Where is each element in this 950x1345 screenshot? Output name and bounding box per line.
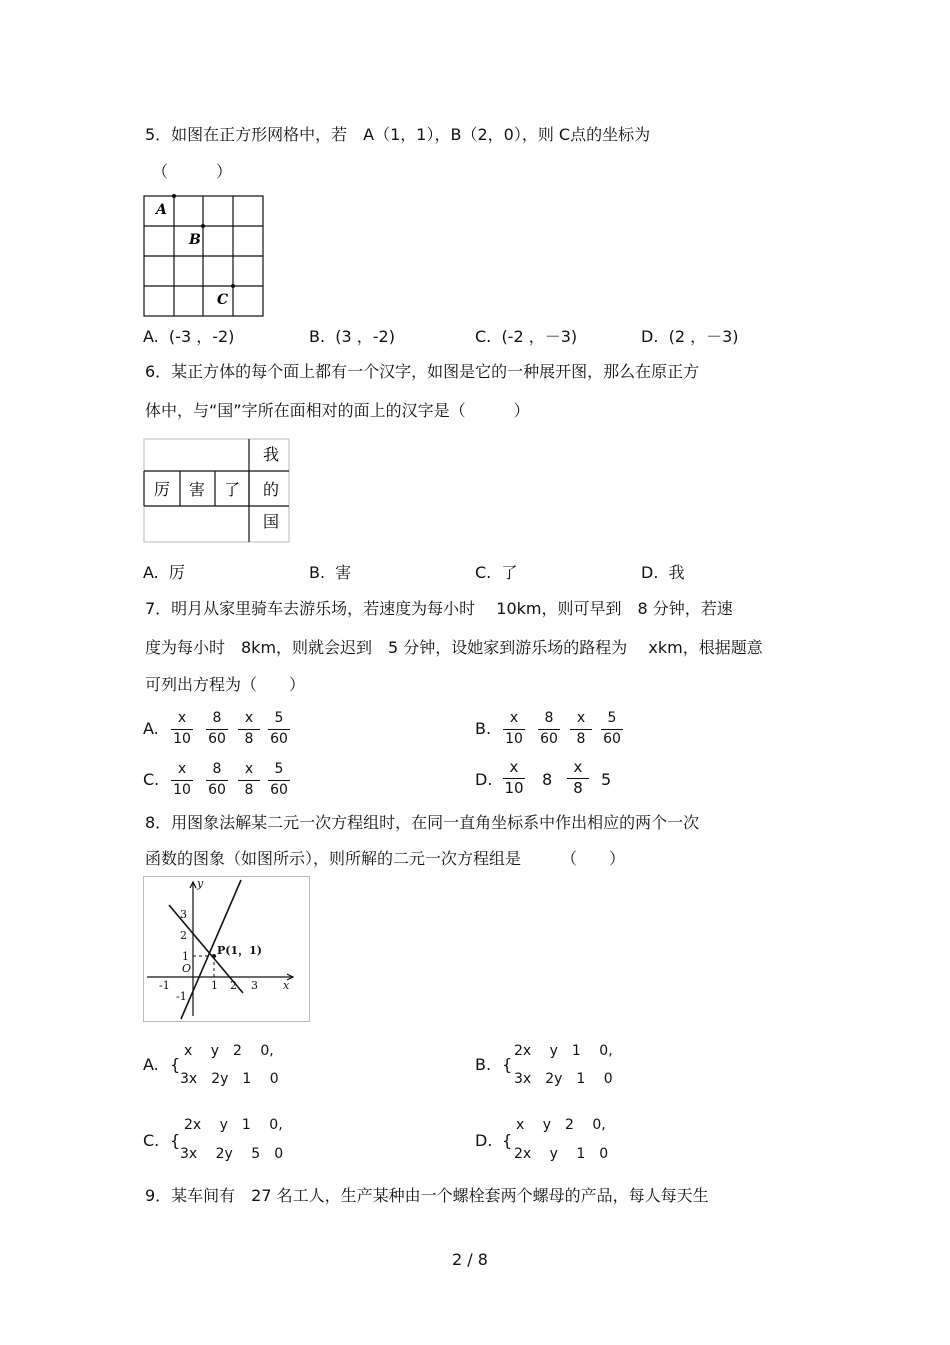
x-tick-2: 2	[230, 979, 237, 992]
q8-d-brace: {	[502, 1131, 513, 1150]
q6-option-c[interactable]: C. 了	[475, 563, 518, 582]
q7-stem-line1: 7．明月从家里骑车去游乐场，若速度为每小时 10km，则可早到 8 分钟，若速	[145, 599, 733, 618]
q8-stem-line2: 函数的图象（如图所示），则所解的二元一次方程组是 （ ）	[145, 849, 626, 868]
q7-option-c-letter[interactable]: C.	[143, 770, 160, 789]
q7-b-frac1: x 10	[503, 711, 525, 747]
q7-a-frac1: x 10	[171, 711, 193, 747]
q5-option-b[interactable]: B. (3 ，-2)	[309, 327, 395, 346]
net-cell-3: 了	[223, 480, 241, 499]
y-axis-label: y	[197, 877, 204, 890]
q8-a-brace: {	[170, 1055, 181, 1074]
q7-b-frac2: 8 60	[538, 711, 560, 747]
net-cell-4: 我	[262, 445, 280, 464]
q6-option-b[interactable]: B. 害	[309, 563, 352, 582]
q8-c-line1: 2x y 1 0,	[184, 1117, 283, 1133]
q8-option-c-letter[interactable]: C.	[143, 1131, 160, 1150]
net-cell-5: 的	[262, 480, 280, 499]
q5-grid-figure	[143, 194, 265, 318]
grid-label-c: C	[217, 292, 229, 308]
q7-stem-line2: 度为每小时 8km，则就会迟到 5 分钟，设她家到游乐场的路程为 xkm，根据题意	[145, 638, 763, 657]
net-cell-1: 厉	[153, 480, 171, 499]
point-p-dot	[212, 954, 216, 958]
x-tick--1: -1	[159, 979, 170, 992]
q8-c-line2: 3x 2y 5 0	[180, 1146, 284, 1162]
q8-b-line2: 3x 2y 1 0	[514, 1071, 613, 1087]
q7-option-d-letter[interactable]: D.	[475, 770, 493, 789]
net-cell-6: 国	[262, 512, 280, 531]
y-tick-3: 3	[180, 908, 187, 921]
net-cell-2: 害	[188, 480, 206, 499]
q6-option-d[interactable]: D. 我	[641, 563, 685, 582]
q8-b-line1: 2x y 1 0,	[514, 1043, 613, 1059]
point-c-dot	[231, 284, 235, 288]
q6-option-a[interactable]: A. 厉	[143, 563, 185, 582]
q7-a-frac2: 8 60	[206, 711, 228, 747]
q5-option-d[interactable]: D. (2 ，－3)	[641, 327, 739, 346]
q7-d-end: 5	[601, 770, 612, 789]
q9-stem-line1: 9．某车间有 27 名工人，生产某种由一个螺栓套两个螺母的产品，每人每天生	[145, 1186, 709, 1205]
q7-c-frac1: x 10	[171, 762, 193, 798]
q8-d-line1: x y 2 0,	[516, 1117, 606, 1133]
x-tick-3: 3	[251, 979, 258, 992]
q8-option-a-letter[interactable]: A.	[143, 1055, 159, 1074]
q7-option-b-letter[interactable]: B.	[475, 719, 492, 738]
grid-label-a: A	[156, 202, 167, 218]
y-tick--1: -1	[176, 990, 187, 1003]
q7-c-frac2: 8 60	[206, 762, 228, 798]
q5-stem: 5．如图在正方形网格中，若 A（1，1），B（2，0），则 C点的坐标为	[145, 125, 651, 144]
q7-a-frac4: 5 60	[268, 711, 290, 747]
q8-option-b-letter[interactable]: B.	[475, 1055, 492, 1074]
q6-stem-line2: 体中，与“国”字所在面相对的面上的汉字是（ ）	[145, 401, 530, 420]
q8-a-line2: 3x 2y 1 0	[180, 1071, 279, 1087]
q6-cube-net-figure	[143, 438, 291, 544]
point-b-dot	[201, 224, 205, 228]
q8-c-brace: {	[170, 1131, 181, 1150]
q7-stem-line3: 可列出方程为（ ）	[145, 675, 306, 694]
q8-stem-line1: 8．用图象法解某二元一次方程组时，在同一直角坐标系中作出相应的两个一次	[145, 813, 700, 832]
q7-b-frac3: x 8	[570, 711, 592, 747]
q5-paren: （ ）	[152, 162, 233, 181]
x-axis-label: x	[283, 979, 290, 992]
q7-d-mid: 8	[542, 770, 553, 789]
q5-option-a[interactable]: A. (-3 ，-2)	[143, 327, 235, 346]
q8-d-line2: 2x y 1 0	[514, 1146, 609, 1162]
origin-label: O	[182, 962, 192, 975]
q7-option-a-letter[interactable]: A.	[143, 719, 159, 738]
q7-b-frac4: 5 60	[601, 711, 623, 747]
y-tick-1: 1	[182, 950, 189, 963]
q7-a-frac3: x 8	[238, 711, 260, 747]
q5-option-c[interactable]: C. (-2 ，－3)	[475, 327, 578, 346]
q7-d-frac1: x 10	[504, 758, 524, 797]
q8-b-brace: {	[502, 1055, 513, 1074]
x-tick-1: 1	[211, 979, 218, 992]
q8-graph-figure	[143, 876, 311, 1023]
point-a-dot	[172, 194, 176, 198]
grid-label-b: B	[189, 232, 201, 248]
q7-d-frac2: x 8	[567, 760, 589, 796]
q7-c-frac4: 5 60	[268, 762, 290, 798]
q6-stem-line1: 6．某正方体的每个面上都有一个汉字，如图是它的一种展开图，那么在原正方	[145, 362, 700, 381]
q8-a-line1: x y 2 0,	[184, 1043, 274, 1059]
page-number: 2 / 8	[452, 1250, 488, 1269]
point-p-label: P(1，1)	[217, 944, 262, 957]
q7-c-frac3: x 8	[238, 762, 260, 798]
y-tick-2: 2	[180, 929, 187, 942]
q8-option-d-letter[interactable]: D.	[475, 1131, 493, 1150]
